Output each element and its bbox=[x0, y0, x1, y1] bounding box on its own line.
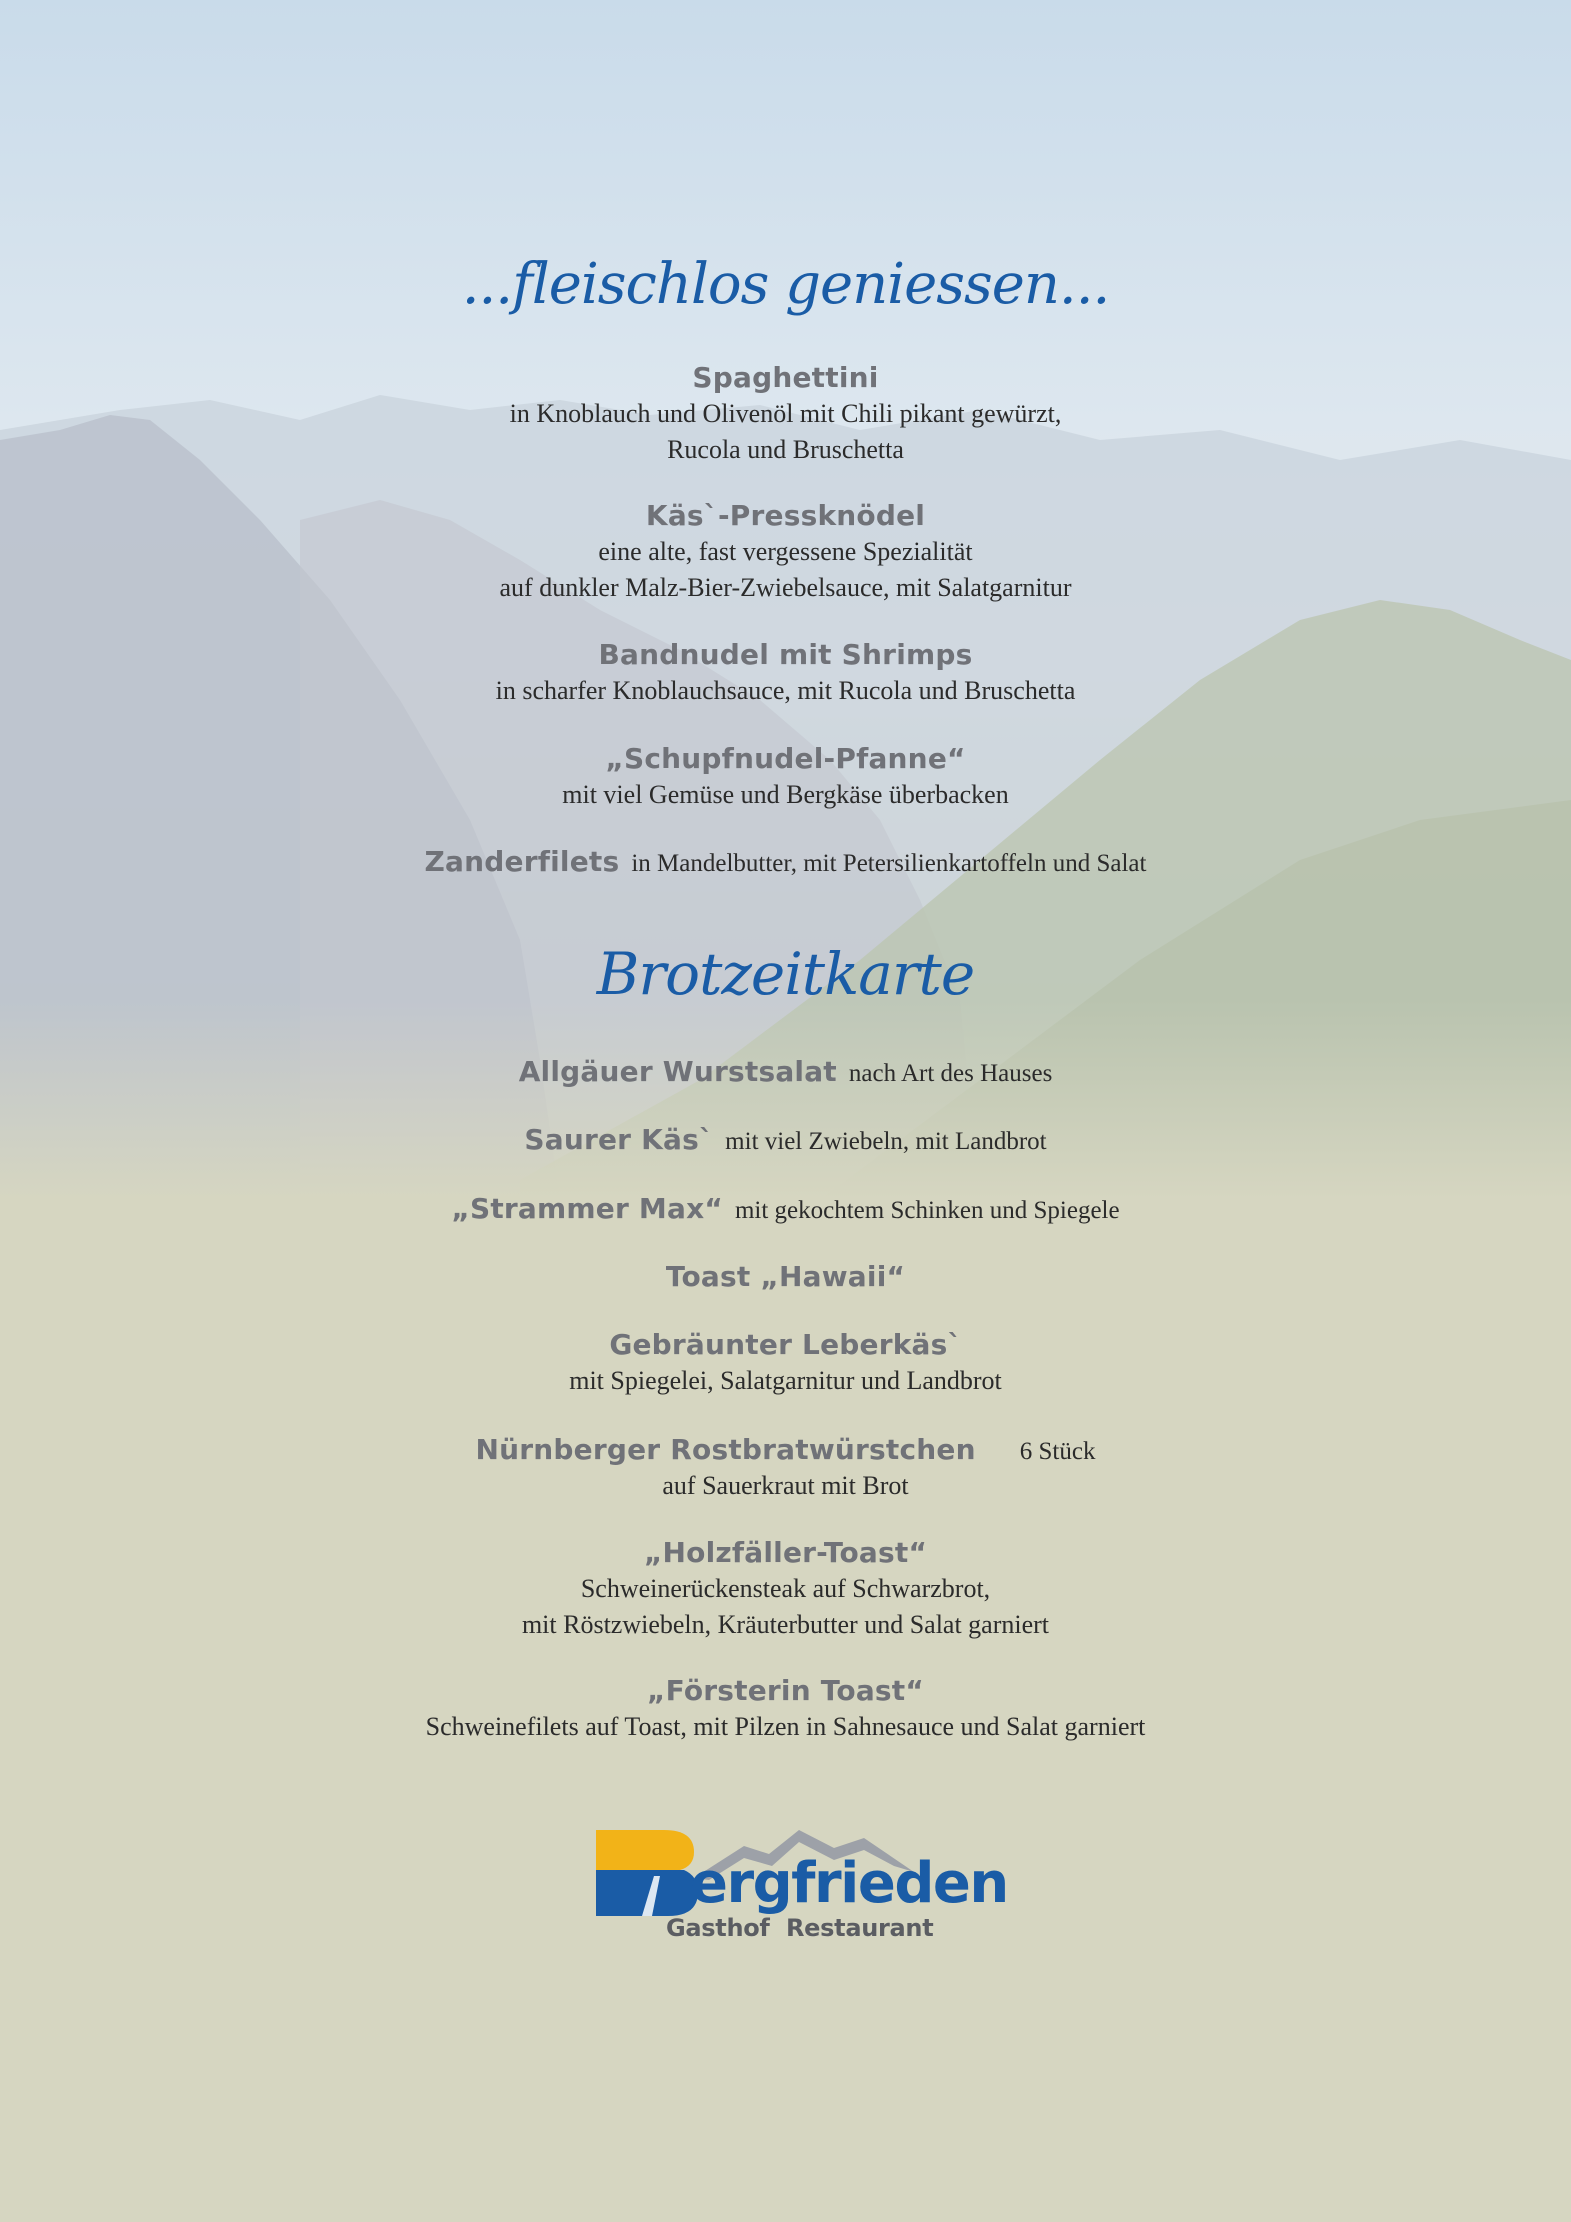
item-name: Spaghettini bbox=[692, 361, 879, 394]
item-name: „Holzfäller-Toast“ bbox=[643, 1536, 928, 1569]
menu-item bbox=[0, 498, 1571, 606]
item-description: mit viel Zwiebeln, mit Landbrot bbox=[725, 1128, 1047, 1155]
menu-item bbox=[0, 844, 1571, 880]
menu-item bbox=[0, 360, 1571, 468]
item-name: „Schupfnudel-Pfanne“ bbox=[605, 742, 966, 775]
menu-item bbox=[0, 1327, 1571, 1399]
item-name: Saurer Käs` bbox=[524, 1123, 714, 1156]
item-description: in Mandelbutter, mit Petersilienkartoffeln und Salat bbox=[631, 850, 1147, 877]
item-name: Käs`-Pressknödel bbox=[645, 499, 926, 532]
section-title-vegetarian: ...fleischlos geniessen... bbox=[461, 252, 1110, 317]
section-title-brotzeit: Brotzeitkarte bbox=[596, 940, 975, 1008]
item-name: „Försterin Toast“ bbox=[647, 1674, 924, 1707]
item-description: in Knoblauch und Olivenöl mit Chili pikant gewürzt, bbox=[509, 399, 1062, 428]
item-name: Gebräunter Leberkäs` bbox=[609, 1328, 962, 1361]
menu-item bbox=[0, 1191, 1571, 1227]
item-description: Schweinerückensteak auf Schwarzbrot, bbox=[580, 1574, 991, 1603]
item-description: Schweinefilets auf Toast, mit Pilzen in Sahnesauce und Salat garniert bbox=[425, 1712, 1146, 1741]
item-name: Zanderfilets bbox=[424, 845, 620, 878]
item-quantity: 6 Stück bbox=[1019, 1438, 1096, 1465]
item-description: in scharfer Knoblauchsauce, mit Rucola und Bruschetta bbox=[495, 676, 1076, 705]
menu-item bbox=[0, 741, 1571, 813]
logo-wordmark: ergfrieden bbox=[690, 1851, 1008, 1916]
item-description: nach Art des Hauses bbox=[848, 1060, 1053, 1087]
logo-sub-restaurant: Restaurant bbox=[786, 1914, 934, 1942]
menu-item bbox=[0, 1432, 1571, 1504]
item-name: Allgäuer Wurstsalat bbox=[518, 1055, 837, 1088]
item-description: Rucola und Bruschetta bbox=[667, 435, 904, 464]
logo-sub-gasthof: Gasthof bbox=[666, 1914, 770, 1942]
menu-item bbox=[0, 1054, 1571, 1090]
item-name: Bandnudel mit Shrimps bbox=[598, 638, 973, 671]
item-description: mit Spiegelei, Salatgarnitur und Landbrot bbox=[569, 1366, 1002, 1395]
item-description: mit viel Gemüse und Bergkäse überbacken bbox=[562, 780, 1009, 809]
item-description: mit Röstzwiebeln, Kräuterbutter und Salat garniert bbox=[521, 1610, 1050, 1639]
item-name: Toast „Hawaii“ bbox=[665, 1260, 906, 1293]
menu-item bbox=[0, 1673, 1571, 1745]
bergfrieden-logo bbox=[594, 1816, 1008, 1956]
menu-item bbox=[0, 1259, 1571, 1295]
menu-item bbox=[0, 1122, 1571, 1158]
menu-item bbox=[0, 637, 1571, 709]
item-name: Nürnberger Rostbratwürstchen bbox=[475, 1433, 976, 1466]
item-description: mit gekochtem Schinken und Spiegele bbox=[734, 1197, 1120, 1224]
item-description: auf Sauerkraut mit Brot bbox=[662, 1471, 909, 1500]
menu-item bbox=[0, 1535, 1571, 1643]
item-description: eine alte, fast vergessene Spezialität bbox=[598, 537, 973, 566]
item-name: „Strammer Max“ bbox=[451, 1192, 723, 1225]
item-description: auf dunkler Malz-Bier-Zwiebelsauce, mit Salatgarnitur bbox=[499, 573, 1072, 602]
